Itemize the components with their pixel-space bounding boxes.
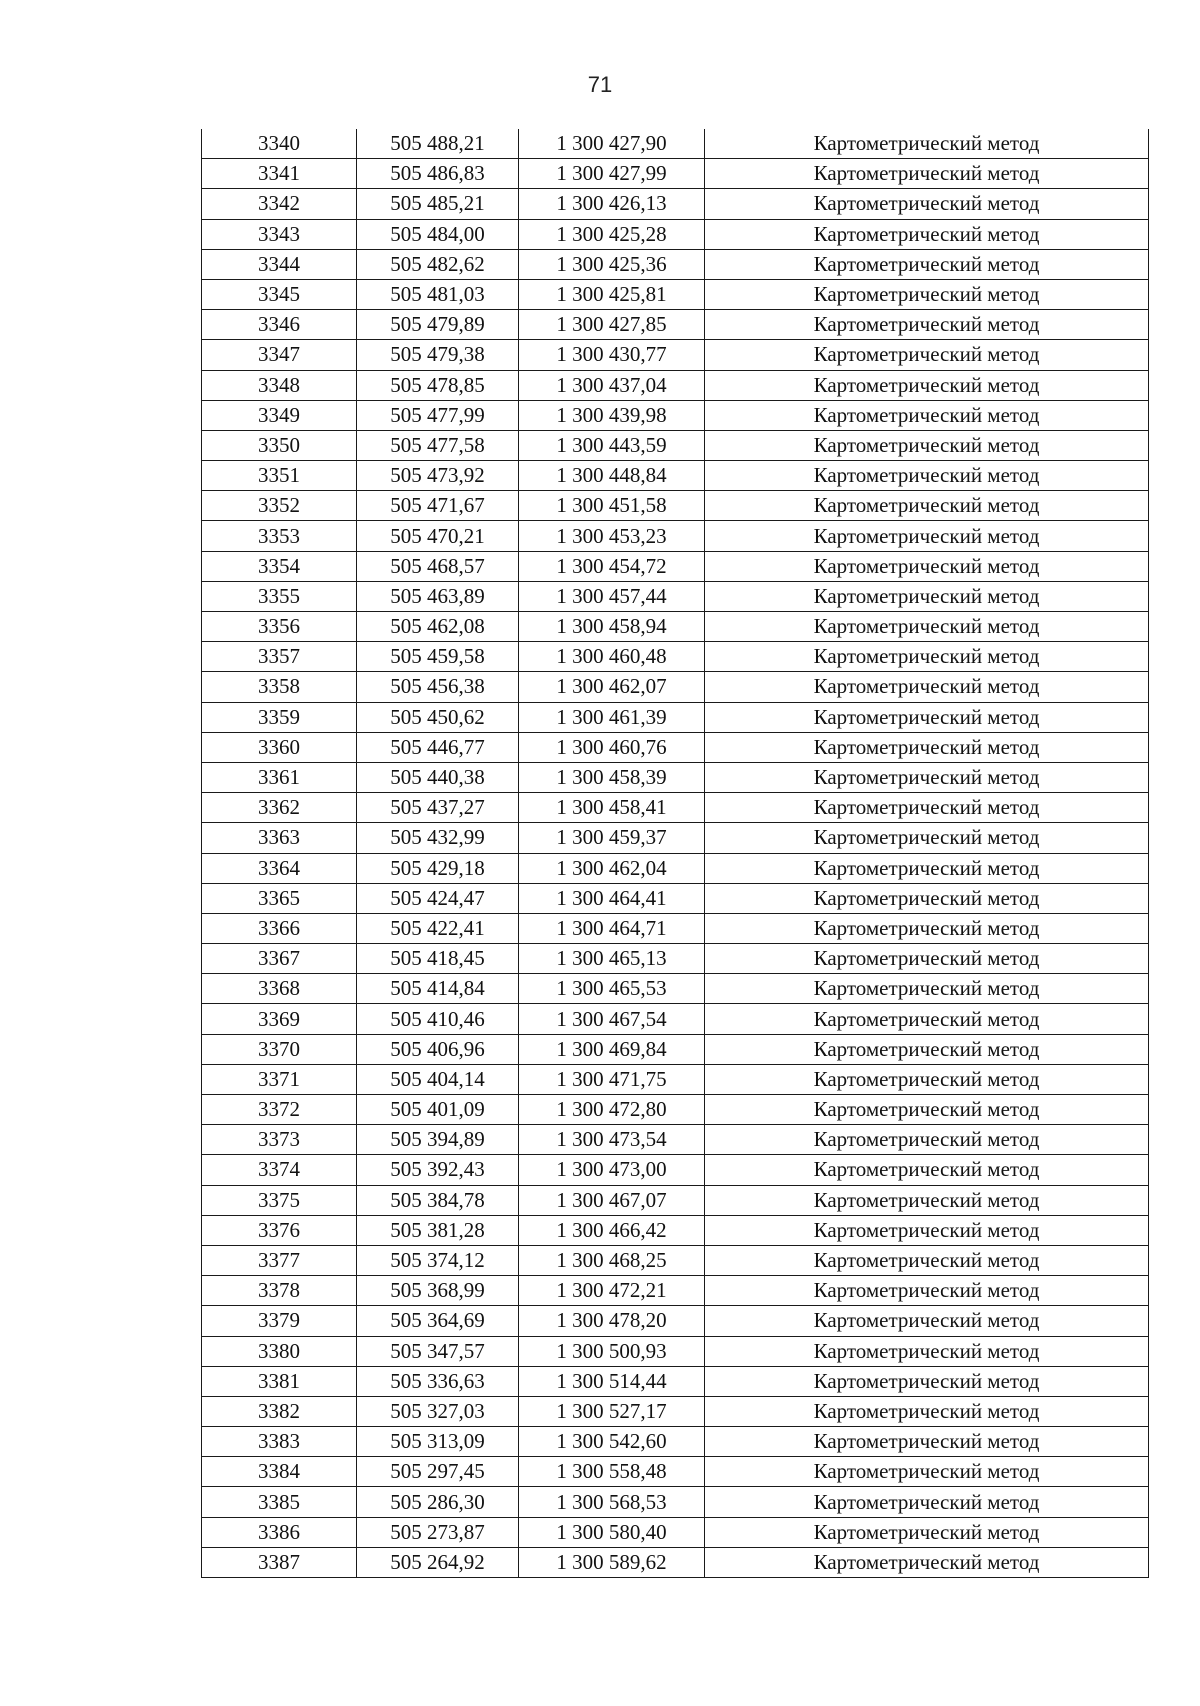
- point-number-cell: 3381: [202, 1366, 357, 1396]
- table-row: [202, 1547, 1149, 1577]
- point-number-cell: 3378: [202, 1276, 357, 1306]
- table-row: [202, 1487, 1149, 1517]
- y-coordinate-cell: 1 300 461,39: [519, 702, 705, 732]
- y-coordinate-cell: 1 300 453,23: [519, 521, 705, 551]
- method-cell: Картометрический метод: [705, 581, 1149, 611]
- method-cell: Картометрический метод: [705, 853, 1149, 883]
- method-cell: Картометрический метод: [705, 1064, 1149, 1094]
- y-coordinate-cell: 1 300 462,04: [519, 853, 705, 883]
- point-number-cell: 3353: [202, 521, 357, 551]
- y-coordinate-cell: 1 300 464,41: [519, 883, 705, 913]
- y-coordinate-cell: 1 300 473,00: [519, 1155, 705, 1185]
- point-number-cell: 3375: [202, 1185, 357, 1215]
- point-number-cell: 3374: [202, 1155, 357, 1185]
- y-coordinate-cell: 1 300 473,54: [519, 1125, 705, 1155]
- point-number-cell: 3387: [202, 1547, 357, 1577]
- method-cell: Картометрический метод: [705, 279, 1149, 309]
- y-coordinate-cell: 1 300 472,21: [519, 1276, 705, 1306]
- y-coordinate-cell: 1 300 458,94: [519, 612, 705, 642]
- y-coordinate-cell: 1 300 427,90: [519, 129, 705, 159]
- point-number-cell: 3348: [202, 370, 357, 400]
- point-number-cell: 3368: [202, 974, 357, 1004]
- x-coordinate-cell: 505 473,92: [357, 461, 519, 491]
- x-coordinate-cell: 505 479,38: [357, 340, 519, 370]
- x-coordinate-cell: 505 327,03: [357, 1396, 519, 1426]
- method-cell: Картометрический метод: [705, 974, 1149, 1004]
- point-number-cell: 3357: [202, 642, 357, 672]
- table-row: [202, 1095, 1149, 1125]
- x-coordinate-cell: 505 450,62: [357, 702, 519, 732]
- point-number-cell: 3343: [202, 219, 357, 249]
- method-cell: Картометрический метод: [705, 1336, 1149, 1366]
- y-coordinate-cell: 1 300 425,28: [519, 219, 705, 249]
- table-row: [202, 581, 1149, 611]
- y-coordinate-cell: 1 300 568,53: [519, 1487, 705, 1517]
- x-coordinate-cell: 505 374,12: [357, 1245, 519, 1275]
- table-row: [202, 1366, 1149, 1396]
- method-cell: Картометрический метод: [705, 159, 1149, 189]
- table-row: [202, 1336, 1149, 1366]
- table-row: [202, 430, 1149, 460]
- x-coordinate-cell: 505 471,67: [357, 491, 519, 521]
- point-number-cell: 3359: [202, 702, 357, 732]
- x-coordinate-cell: 505 477,58: [357, 430, 519, 460]
- method-cell: Картометрический метод: [705, 612, 1149, 642]
- y-coordinate-cell: 1 300 458,41: [519, 793, 705, 823]
- method-cell: Картометрический метод: [705, 1547, 1149, 1577]
- table-row: [202, 1245, 1149, 1275]
- table-row: [202, 129, 1149, 159]
- y-coordinate-cell: 1 300 462,07: [519, 672, 705, 702]
- x-coordinate-cell: 505 482,62: [357, 249, 519, 279]
- method-cell: Картометрический метод: [705, 1306, 1149, 1336]
- point-number-cell: 3379: [202, 1306, 357, 1336]
- method-cell: Картометрический метод: [705, 1034, 1149, 1064]
- table-row: [202, 1215, 1149, 1245]
- point-number-cell: 3349: [202, 400, 357, 430]
- y-coordinate-cell: 1 300 425,81: [519, 279, 705, 309]
- method-cell: Картометрический метод: [705, 1245, 1149, 1275]
- point-number-cell: 3376: [202, 1215, 357, 1245]
- y-coordinate-cell: 1 300 437,04: [519, 370, 705, 400]
- table-row: [202, 944, 1149, 974]
- y-coordinate-cell: 1 300 448,84: [519, 461, 705, 491]
- point-number-cell: 3377: [202, 1245, 357, 1275]
- y-coordinate-cell: 1 300 426,13: [519, 189, 705, 219]
- x-coordinate-cell: 505 488,21: [357, 129, 519, 159]
- y-coordinate-cell: 1 300 514,44: [519, 1366, 705, 1396]
- x-coordinate-cell: 505 410,46: [357, 1004, 519, 1034]
- method-cell: Картометрический метод: [705, 1366, 1149, 1396]
- point-number-cell: 3373: [202, 1125, 357, 1155]
- point-number-cell: 3369: [202, 1004, 357, 1034]
- table-row: [202, 370, 1149, 400]
- x-coordinate-cell: 505 424,47: [357, 883, 519, 913]
- x-coordinate-cell: 505 481,03: [357, 279, 519, 309]
- table-row: [202, 491, 1149, 521]
- table-row: [202, 551, 1149, 581]
- x-coordinate-cell: 505 485,21: [357, 189, 519, 219]
- x-coordinate-cell: 505 446,77: [357, 732, 519, 762]
- point-number-cell: 3382: [202, 1396, 357, 1426]
- x-coordinate-cell: 505 414,84: [357, 974, 519, 1004]
- x-coordinate-cell: 505 273,87: [357, 1517, 519, 1547]
- y-coordinate-cell: 1 300 468,25: [519, 1245, 705, 1275]
- table-row: [202, 823, 1149, 853]
- table-row: [202, 1155, 1149, 1185]
- point-number-cell: 3363: [202, 823, 357, 853]
- y-coordinate-cell: 1 300 460,48: [519, 642, 705, 672]
- table-row: [202, 1034, 1149, 1064]
- x-coordinate-cell: 505 468,57: [357, 551, 519, 581]
- method-cell: Картометрический метод: [705, 1155, 1149, 1185]
- point-number-cell: 3350: [202, 430, 357, 460]
- y-coordinate-cell: 1 300 465,53: [519, 974, 705, 1004]
- table-row: [202, 883, 1149, 913]
- point-number-cell: 3383: [202, 1427, 357, 1457]
- method-cell: Картометрический метод: [705, 1396, 1149, 1426]
- table-row: [202, 702, 1149, 732]
- x-coordinate-cell: 505 477,99: [357, 400, 519, 430]
- table-row: [202, 672, 1149, 702]
- point-number-cell: 3358: [202, 672, 357, 702]
- x-coordinate-cell: 505 404,14: [357, 1064, 519, 1094]
- x-coordinate-cell: 505 368,99: [357, 1276, 519, 1306]
- method-cell: Картометрический метод: [705, 249, 1149, 279]
- x-coordinate-cell: 505 479,89: [357, 310, 519, 340]
- y-coordinate-cell: 1 300 589,62: [519, 1547, 705, 1577]
- x-coordinate-cell: 505 478,85: [357, 370, 519, 400]
- table-row: [202, 521, 1149, 551]
- x-coordinate-cell: 505 286,30: [357, 1487, 519, 1517]
- point-number-cell: 3365: [202, 883, 357, 913]
- table-row: [202, 400, 1149, 430]
- table-row: [202, 159, 1149, 189]
- y-coordinate-cell: 1 300 467,54: [519, 1004, 705, 1034]
- method-cell: Картометрический метод: [705, 340, 1149, 370]
- point-number-cell: 3344: [202, 249, 357, 279]
- y-coordinate-cell: 1 300 457,44: [519, 581, 705, 611]
- y-coordinate-cell: 1 300 454,72: [519, 551, 705, 581]
- method-cell: Картометрический метод: [705, 1427, 1149, 1457]
- method-cell: Картометрический метод: [705, 1185, 1149, 1215]
- table-row: [202, 219, 1149, 249]
- table-row: [202, 853, 1149, 883]
- table-row: [202, 189, 1149, 219]
- method-cell: Картометрический метод: [705, 702, 1149, 732]
- method-cell: Картометрический метод: [705, 430, 1149, 460]
- method-cell: Картометрический метод: [705, 793, 1149, 823]
- x-coordinate-cell: 505 313,09: [357, 1427, 519, 1457]
- method-cell: Картометрический метод: [705, 370, 1149, 400]
- y-coordinate-cell: 1 300 472,80: [519, 1095, 705, 1125]
- point-number-cell: 3351: [202, 461, 357, 491]
- x-coordinate-cell: 505 336,63: [357, 1366, 519, 1396]
- x-coordinate-cell: 505 440,38: [357, 762, 519, 792]
- x-coordinate-cell: 505 406,96: [357, 1034, 519, 1064]
- method-cell: Картометрический метод: [705, 1095, 1149, 1125]
- y-coordinate-cell: 1 300 427,85: [519, 310, 705, 340]
- table-row: [202, 1185, 1149, 1215]
- y-coordinate-cell: 1 300 430,77: [519, 340, 705, 370]
- method-cell: Картометрический метод: [705, 762, 1149, 792]
- method-cell: Картометрический метод: [705, 129, 1149, 159]
- y-coordinate-cell: 1 300 425,36: [519, 249, 705, 279]
- point-number-cell: 3364: [202, 853, 357, 883]
- point-number-cell: 3355: [202, 581, 357, 611]
- point-number-cell: 3371: [202, 1064, 357, 1094]
- y-coordinate-cell: 1 300 469,84: [519, 1034, 705, 1064]
- coordinates-table-body: [202, 129, 1149, 1578]
- table-row: [202, 1004, 1149, 1034]
- point-number-cell: 3380: [202, 1336, 357, 1366]
- point-number-cell: 3370: [202, 1034, 357, 1064]
- point-number-cell: 3384: [202, 1457, 357, 1487]
- x-coordinate-cell: 505 384,78: [357, 1185, 519, 1215]
- x-coordinate-cell: 505 470,21: [357, 521, 519, 551]
- x-coordinate-cell: 505 401,09: [357, 1095, 519, 1125]
- point-number-cell: 3346: [202, 310, 357, 340]
- table-row: [202, 1427, 1149, 1457]
- method-cell: Картометрический метод: [705, 1517, 1149, 1547]
- x-coordinate-cell: 505 437,27: [357, 793, 519, 823]
- table-row: [202, 612, 1149, 642]
- y-coordinate-cell: 1 300 466,42: [519, 1215, 705, 1245]
- y-coordinate-cell: 1 300 459,37: [519, 823, 705, 853]
- coordinates-table: [201, 129, 1149, 1578]
- point-number-cell: 3386: [202, 1517, 357, 1547]
- x-coordinate-cell: 505 484,00: [357, 219, 519, 249]
- method-cell: Картометрический метод: [705, 944, 1149, 974]
- method-cell: Картометрический метод: [705, 521, 1149, 551]
- table-row: [202, 974, 1149, 1004]
- method-cell: Картометрический метод: [705, 642, 1149, 672]
- x-coordinate-cell: 505 422,41: [357, 913, 519, 943]
- point-number-cell: 3342: [202, 189, 357, 219]
- point-number-cell: 3352: [202, 491, 357, 521]
- table-row: [202, 279, 1149, 309]
- table-row: [202, 732, 1149, 762]
- point-number-cell: 3366: [202, 913, 357, 943]
- table-row: [202, 913, 1149, 943]
- point-number-cell: 3372: [202, 1095, 357, 1125]
- table-row: [202, 1457, 1149, 1487]
- x-coordinate-cell: 505 456,38: [357, 672, 519, 702]
- point-number-cell: 3356: [202, 612, 357, 642]
- x-coordinate-cell: 505 463,89: [357, 581, 519, 611]
- y-coordinate-cell: 1 300 439,98: [519, 400, 705, 430]
- table-row: [202, 310, 1149, 340]
- coordinates-table-container: [201, 129, 1148, 1578]
- table-row: [202, 1276, 1149, 1306]
- point-number-cell: 3362: [202, 793, 357, 823]
- method-cell: Картометрический метод: [705, 219, 1149, 249]
- point-number-cell: 3385: [202, 1487, 357, 1517]
- method-cell: Картометрический метод: [705, 672, 1149, 702]
- method-cell: Картометрический метод: [705, 823, 1149, 853]
- method-cell: Картометрический метод: [705, 1457, 1149, 1487]
- table-row: [202, 340, 1149, 370]
- y-coordinate-cell: 1 300 458,39: [519, 762, 705, 792]
- x-coordinate-cell: 505 347,57: [357, 1336, 519, 1366]
- y-coordinate-cell: 1 300 471,75: [519, 1064, 705, 1094]
- table-row: [202, 642, 1149, 672]
- table-row: [202, 1396, 1149, 1426]
- point-number-cell: 3367: [202, 944, 357, 974]
- x-coordinate-cell: 505 297,45: [357, 1457, 519, 1487]
- table-row: [202, 1064, 1149, 1094]
- method-cell: Картометрический метод: [705, 883, 1149, 913]
- y-coordinate-cell: 1 300 465,13: [519, 944, 705, 974]
- method-cell: Картометрический метод: [705, 461, 1149, 491]
- x-coordinate-cell: 505 462,08: [357, 612, 519, 642]
- table-row: [202, 1517, 1149, 1547]
- point-number-cell: 3354: [202, 551, 357, 581]
- method-cell: Картометрический метод: [705, 189, 1149, 219]
- point-number-cell: 3360: [202, 732, 357, 762]
- x-coordinate-cell: 505 264,92: [357, 1547, 519, 1577]
- table-row: [202, 1125, 1149, 1155]
- x-coordinate-cell: 505 364,69: [357, 1306, 519, 1336]
- point-number-cell: 3341: [202, 159, 357, 189]
- table-row: [202, 793, 1149, 823]
- y-coordinate-cell: 1 300 443,59: [519, 430, 705, 460]
- table-row: [202, 1306, 1149, 1336]
- y-coordinate-cell: 1 300 460,76: [519, 732, 705, 762]
- y-coordinate-cell: 1 300 451,58: [519, 491, 705, 521]
- method-cell: Картометрический метод: [705, 1004, 1149, 1034]
- y-coordinate-cell: 1 300 464,71: [519, 913, 705, 943]
- method-cell: Картометрический метод: [705, 1125, 1149, 1155]
- y-coordinate-cell: 1 300 478,20: [519, 1306, 705, 1336]
- y-coordinate-cell: 1 300 500,93: [519, 1336, 705, 1366]
- x-coordinate-cell: 505 432,99: [357, 823, 519, 853]
- x-coordinate-cell: 505 394,89: [357, 1125, 519, 1155]
- method-cell: Картометрический метод: [705, 491, 1149, 521]
- y-coordinate-cell: 1 300 580,40: [519, 1517, 705, 1547]
- method-cell: Картометрический метод: [705, 310, 1149, 340]
- method-cell: Картометрический метод: [705, 732, 1149, 762]
- point-number-cell: 3340: [202, 129, 357, 159]
- point-number-cell: 3347: [202, 340, 357, 370]
- method-cell: Картометрический метод: [705, 400, 1149, 430]
- method-cell: Картометрический метод: [705, 551, 1149, 581]
- x-coordinate-cell: 505 392,43: [357, 1155, 519, 1185]
- method-cell: Картометрический метод: [705, 1215, 1149, 1245]
- x-coordinate-cell: 505 418,45: [357, 944, 519, 974]
- method-cell: Картометрический метод: [705, 1487, 1149, 1517]
- y-coordinate-cell: 1 300 467,07: [519, 1185, 705, 1215]
- y-coordinate-cell: 1 300 527,17: [519, 1396, 705, 1426]
- method-cell: Картометрический метод: [705, 913, 1149, 943]
- x-coordinate-cell: 505 459,58: [357, 642, 519, 672]
- y-coordinate-cell: 1 300 558,48: [519, 1457, 705, 1487]
- x-coordinate-cell: 505 486,83: [357, 159, 519, 189]
- point-number-cell: 3361: [202, 762, 357, 792]
- x-coordinate-cell: 505 429,18: [357, 853, 519, 883]
- table-row: [202, 249, 1149, 279]
- x-coordinate-cell: 505 381,28: [357, 1215, 519, 1245]
- table-row: [202, 762, 1149, 792]
- page-number: 71: [587, 72, 613, 97]
- table-row: [202, 461, 1149, 491]
- method-cell: Картометрический метод: [705, 1276, 1149, 1306]
- point-number-cell: 3345: [202, 279, 357, 309]
- y-coordinate-cell: 1 300 542,60: [519, 1427, 705, 1457]
- y-coordinate-cell: 1 300 427,99: [519, 159, 705, 189]
